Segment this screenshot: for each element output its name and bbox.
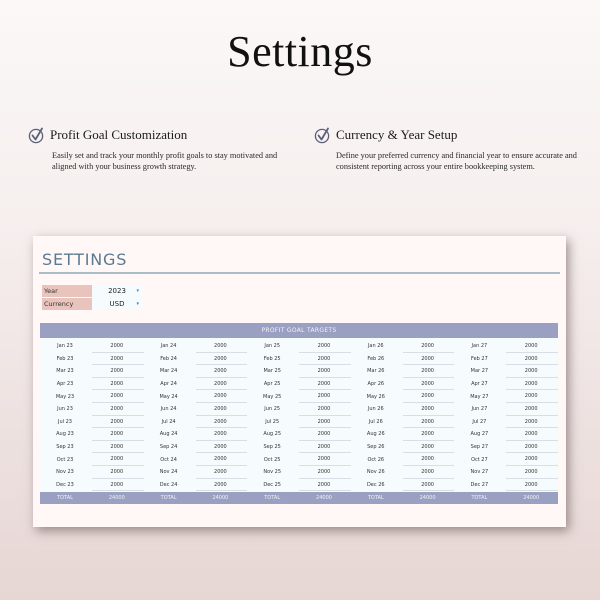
- table-row: [351, 479, 455, 492]
- goal-value-cell[interactable]: 2000: [297, 365, 351, 378]
- goal-value-cell[interactable]: 2000: [194, 378, 248, 391]
- goal-value-cell[interactable]: 2000: [504, 390, 558, 403]
- month-label: Feb 24: [160, 355, 177, 362]
- month-label: Aug 24: [159, 431, 178, 438]
- month-label: Jan 27: [471, 343, 488, 350]
- month-label: Mar 23: [56, 368, 74, 375]
- total-value: 24000: [108, 495, 125, 502]
- goal-value-cell[interactable]: 2000: [504, 340, 558, 353]
- table-row: [351, 403, 455, 416]
- table-row: [144, 441, 248, 454]
- table-row: [40, 416, 144, 429]
- total-value: 24000: [419, 495, 436, 502]
- table-row: [454, 416, 558, 429]
- total-cell: [40, 492, 144, 504]
- table-row: [247, 378, 351, 391]
- month-label: Jul 25: [265, 418, 280, 425]
- table-row: [40, 466, 144, 479]
- goal-value-cell[interactable]: 2000: [194, 353, 248, 366]
- month-label: Jan 24: [160, 343, 177, 350]
- year-value: 2023: [108, 287, 126, 295]
- goal-value-cell[interactable]: 2000: [401, 466, 455, 479]
- setting-label: Currency: [42, 298, 92, 310]
- table-row: [144, 378, 248, 391]
- month-label: Jun 25: [264, 406, 281, 413]
- table-row: [144, 466, 248, 479]
- goal-value-cell[interactable]: 2000: [194, 453, 248, 466]
- goal-value-cell[interactable]: 2000: [90, 378, 144, 391]
- month-label: Jun 26: [367, 406, 384, 413]
- setting-row-year: [42, 285, 142, 297]
- goal-column: [351, 340, 455, 491]
- month-label: Nov 23: [56, 469, 74, 476]
- table-row: [454, 365, 558, 378]
- total-value: 24000: [316, 495, 332, 502]
- table-row: [144, 390, 248, 403]
- goal-value-cell[interactable]: 2000: [401, 390, 455, 403]
- table-row: [40, 353, 144, 366]
- month-label: Oct 23: [56, 456, 74, 463]
- month-label: Oct 24: [160, 456, 177, 463]
- total-cell: [454, 492, 558, 504]
- total-label: TOTAL: [367, 495, 384, 502]
- month-label: Mar 24: [159, 368, 178, 375]
- month-label: Feb 23: [56, 355, 74, 362]
- table-row: [454, 479, 558, 492]
- month-label: Jun 24: [160, 406, 177, 413]
- total-label: TOTAL: [471, 495, 488, 502]
- table-row: [40, 453, 144, 466]
- feature-currency-year: [314, 126, 584, 172]
- month-label: Jan 25: [264, 343, 281, 350]
- total-cell: [247, 492, 351, 504]
- month-label: Jul 23: [58, 418, 72, 425]
- goal-value-cell[interactable]: 2000: [401, 416, 455, 429]
- goal-value-cell[interactable]: 2000: [90, 340, 144, 353]
- month-label: Mar 27: [470, 368, 489, 375]
- table-row: [144, 365, 248, 378]
- feature-description: Easily set and track your monthly profit goals to stay motivated and aligned with your business growth strategy.: [52, 151, 278, 171]
- goal-value-cell[interactable]: 2000: [194, 390, 248, 403]
- table-row: [247, 428, 351, 441]
- month-label: Oct 27: [471, 456, 488, 463]
- goal-value-cell[interactable]: 2000: [504, 416, 558, 429]
- table-row: [351, 378, 455, 391]
- check-circle-icon: [28, 126, 46, 144]
- goal-value-cell[interactable]: 2000: [194, 428, 248, 441]
- table-row: [40, 479, 144, 492]
- total-value: 24000: [212, 495, 229, 502]
- goal-value-cell[interactable]: 2000: [504, 453, 558, 466]
- goal-value-cell[interactable]: 2000: [297, 453, 351, 466]
- month-label: Sep 26: [367, 444, 385, 451]
- table-row: [144, 340, 248, 353]
- month-label: Jun 27: [471, 406, 488, 413]
- table-row: [351, 428, 455, 441]
- total-cell: [351, 492, 455, 504]
- table-row: [454, 390, 558, 403]
- month-label: Jul 27: [472, 418, 487, 425]
- month-label: Jan 23: [57, 343, 73, 350]
- month-label: Aug 23: [56, 431, 74, 438]
- table-row: [144, 416, 248, 429]
- goal-value-cell[interactable]: 2000: [194, 466, 248, 479]
- goal-value-cell[interactable]: 2000: [401, 479, 455, 492]
- table-row: [351, 353, 455, 366]
- month-label: Jul 26: [368, 418, 383, 425]
- goal-value-cell[interactable]: 2000: [90, 466, 144, 479]
- month-label: Aug 25: [263, 431, 282, 438]
- goal-value-cell[interactable]: 2000: [401, 378, 455, 391]
- goal-value-cell[interactable]: 2000: [297, 416, 351, 429]
- goal-value-cell[interactable]: 2000: [401, 441, 455, 454]
- feature-profit-goal: [28, 126, 288, 172]
- goal-grid: [40, 338, 558, 491]
- goal-value-cell[interactable]: 2000: [297, 466, 351, 479]
- goal-value-cell[interactable]: 2000: [90, 441, 144, 454]
- month-label: Feb 27: [470, 355, 488, 362]
- goal-value-cell[interactable]: 2000: [297, 479, 351, 492]
- table-row: [351, 390, 455, 403]
- feature-description: Define your preferred currency and financial year to ensure accurate and consistent reporting across your entire bookkeeping system.: [336, 151, 577, 171]
- table-row: [247, 466, 351, 479]
- table-row: [247, 353, 351, 366]
- goal-value-cell[interactable]: 2000: [401, 365, 455, 378]
- goal-value-cell[interactable]: 2000: [401, 340, 455, 353]
- total-label: TOTAL: [160, 495, 177, 502]
- month-label: Aug 27: [470, 431, 489, 438]
- table-row: [40, 428, 144, 441]
- month-label: Mar 26: [367, 368, 385, 375]
- month-label: Nov 25: [263, 469, 282, 476]
- month-label: May 25: [263, 393, 282, 400]
- table-row: [454, 403, 558, 416]
- month-label: Apr 26: [367, 381, 385, 388]
- goal-value-cell[interactable]: 2000: [90, 353, 144, 366]
- currency-value: USD: [109, 300, 125, 308]
- table-row: [144, 353, 248, 366]
- month-label: May 26: [366, 393, 385, 400]
- goal-value-cell[interactable]: 2000: [194, 365, 248, 378]
- table-row: [454, 340, 558, 353]
- goal-value-cell[interactable]: 2000: [194, 441, 248, 454]
- goal-value-cell[interactable]: 2000: [194, 340, 248, 353]
- table-row: [454, 453, 558, 466]
- table-row: [454, 353, 558, 366]
- goal-value-cell[interactable]: 2000: [504, 378, 558, 391]
- goal-value-cell[interactable]: 2000: [194, 416, 248, 429]
- month-label: Feb 25: [263, 355, 281, 362]
- table-row: [454, 428, 558, 441]
- month-label: Dec 25: [263, 481, 281, 488]
- title-divider: [39, 272, 560, 274]
- goal-value-cell[interactable]: 2000: [504, 365, 558, 378]
- goal-value-cell[interactable]: 2000: [297, 353, 351, 366]
- month-label: May 23: [55, 393, 75, 400]
- month-label: Sep 23: [56, 444, 74, 451]
- table-row: [454, 378, 558, 391]
- table-row: [247, 403, 351, 416]
- goal-column: [247, 340, 351, 491]
- total-label: TOTAL: [57, 495, 73, 502]
- table-row: [454, 441, 558, 454]
- month-label: Nov 27: [470, 469, 489, 476]
- feature-title: Profit Goal Customization: [50, 127, 188, 142]
- table-row: [351, 441, 455, 454]
- table-row: [247, 479, 351, 492]
- table-row: [247, 416, 351, 429]
- month-label: Apr 27: [471, 381, 488, 388]
- table-row: [247, 441, 351, 454]
- goal-value-cell[interactable]: 2000: [401, 453, 455, 466]
- total-cell: [144, 492, 248, 504]
- month-label: Jul 24: [161, 418, 176, 425]
- month-label: Oct 25: [263, 456, 281, 463]
- month-label: Dec 26: [366, 481, 385, 488]
- table-row: [351, 416, 455, 429]
- month-label: Sep 24: [159, 444, 178, 451]
- goal-value-cell[interactable]: 2000: [297, 428, 351, 441]
- goal-column: [144, 340, 248, 491]
- table-row: [247, 390, 351, 403]
- setting-label: Year: [42, 285, 92, 297]
- table-row: [351, 340, 455, 353]
- month-label: Sep 25: [263, 444, 281, 451]
- currency-dropdown[interactable]: [92, 298, 142, 310]
- month-label: Mar 25: [263, 368, 281, 375]
- goal-value-cell[interactable]: 2000: [194, 403, 248, 416]
- table-header: PROFIT GOAL TARGETS: [40, 323, 558, 338]
- table-row: [144, 479, 248, 492]
- month-label: Apr 24: [160, 381, 177, 388]
- goal-value-cell[interactable]: 2000: [90, 416, 144, 429]
- total-label: TOTAL: [264, 495, 281, 502]
- table-row: [40, 340, 144, 353]
- goal-value-cell[interactable]: 2000: [504, 403, 558, 416]
- month-label: Aug 26: [366, 431, 385, 438]
- table-row: [351, 466, 455, 479]
- total-value: 24000: [523, 495, 540, 502]
- month-label: Feb 26: [367, 355, 385, 362]
- table-row: [40, 403, 144, 416]
- table-row: [144, 428, 248, 441]
- month-label: Dec 23: [56, 481, 74, 488]
- month-label: May 27: [470, 393, 489, 400]
- table-row: [40, 390, 144, 403]
- table-row: [40, 441, 144, 454]
- sheet-title: SETTINGS: [42, 250, 128, 269]
- table-row: [247, 453, 351, 466]
- table-row: [144, 453, 248, 466]
- table-row: [351, 453, 455, 466]
- goal-value-cell[interactable]: 2000: [401, 428, 455, 441]
- feature-title: Currency & Year Setup: [336, 127, 458, 142]
- goal-value-cell[interactable]: 2000: [194, 479, 248, 492]
- goal-value-cell[interactable]: 2000: [90, 390, 144, 403]
- chevron-down-icon[interactable]: ▾: [136, 288, 139, 294]
- month-label: Jan 26: [367, 343, 384, 350]
- goal-value-cell[interactable]: 2000: [90, 479, 144, 492]
- check-circle-icon: [314, 126, 332, 144]
- setting-row-currency: [42, 298, 142, 310]
- goal-value-cell[interactable]: 2000: [297, 378, 351, 391]
- page-title: Settings: [227, 27, 373, 76]
- month-label: Sep 27: [470, 444, 489, 451]
- table-row: [40, 378, 144, 391]
- goal-value-cell[interactable]: 2000: [504, 353, 558, 366]
- table-row: [247, 340, 351, 353]
- goal-value-cell[interactable]: 2000: [504, 479, 558, 492]
- table-row: [454, 466, 558, 479]
- month-label: Apr 25: [263, 381, 281, 388]
- table-row: [247, 365, 351, 378]
- goal-value-cell[interactable]: 2000: [90, 428, 144, 441]
- month-label: Apr 23: [56, 381, 74, 388]
- goal-column: [454, 340, 558, 491]
- table-row: [144, 403, 248, 416]
- profit-goal-table: [40, 323, 558, 504]
- goal-value-cell[interactable]: 2000: [297, 390, 351, 403]
- goal-value-cell[interactable]: 2000: [90, 453, 144, 466]
- goal-column: [40, 340, 144, 491]
- month-label: Jun 23: [57, 406, 73, 413]
- goal-value-cell[interactable]: 2000: [297, 403, 351, 416]
- goal-value-cell[interactable]: 2000: [90, 365, 144, 378]
- goal-value-cell[interactable]: 2000: [504, 428, 558, 441]
- month-label: Nov 24: [159, 469, 178, 476]
- month-label: Dec 24: [159, 481, 178, 488]
- total-row: [40, 492, 558, 504]
- month-label: Dec 27: [470, 481, 489, 488]
- table-row: [351, 365, 455, 378]
- goal-value-cell[interactable]: 2000: [504, 466, 558, 479]
- goal-value-cell[interactable]: 2000: [401, 403, 455, 416]
- month-label: Oct 26: [367, 456, 385, 463]
- goal-value-cell[interactable]: 2000: [401, 353, 455, 366]
- chevron-down-icon[interactable]: ▾: [136, 301, 139, 307]
- goal-value-cell[interactable]: 2000: [504, 441, 558, 454]
- month-label: May 24: [159, 393, 178, 400]
- goal-value-cell[interactable]: 2000: [297, 340, 351, 353]
- settings-table: [42, 285, 142, 311]
- year-dropdown[interactable]: [92, 285, 142, 297]
- settings-sheet: [33, 236, 566, 527]
- month-label: Nov 26: [366, 469, 385, 476]
- goal-value-cell[interactable]: 2000: [297, 441, 351, 454]
- table-row: [40, 365, 144, 378]
- goal-value-cell[interactable]: 2000: [90, 403, 144, 416]
